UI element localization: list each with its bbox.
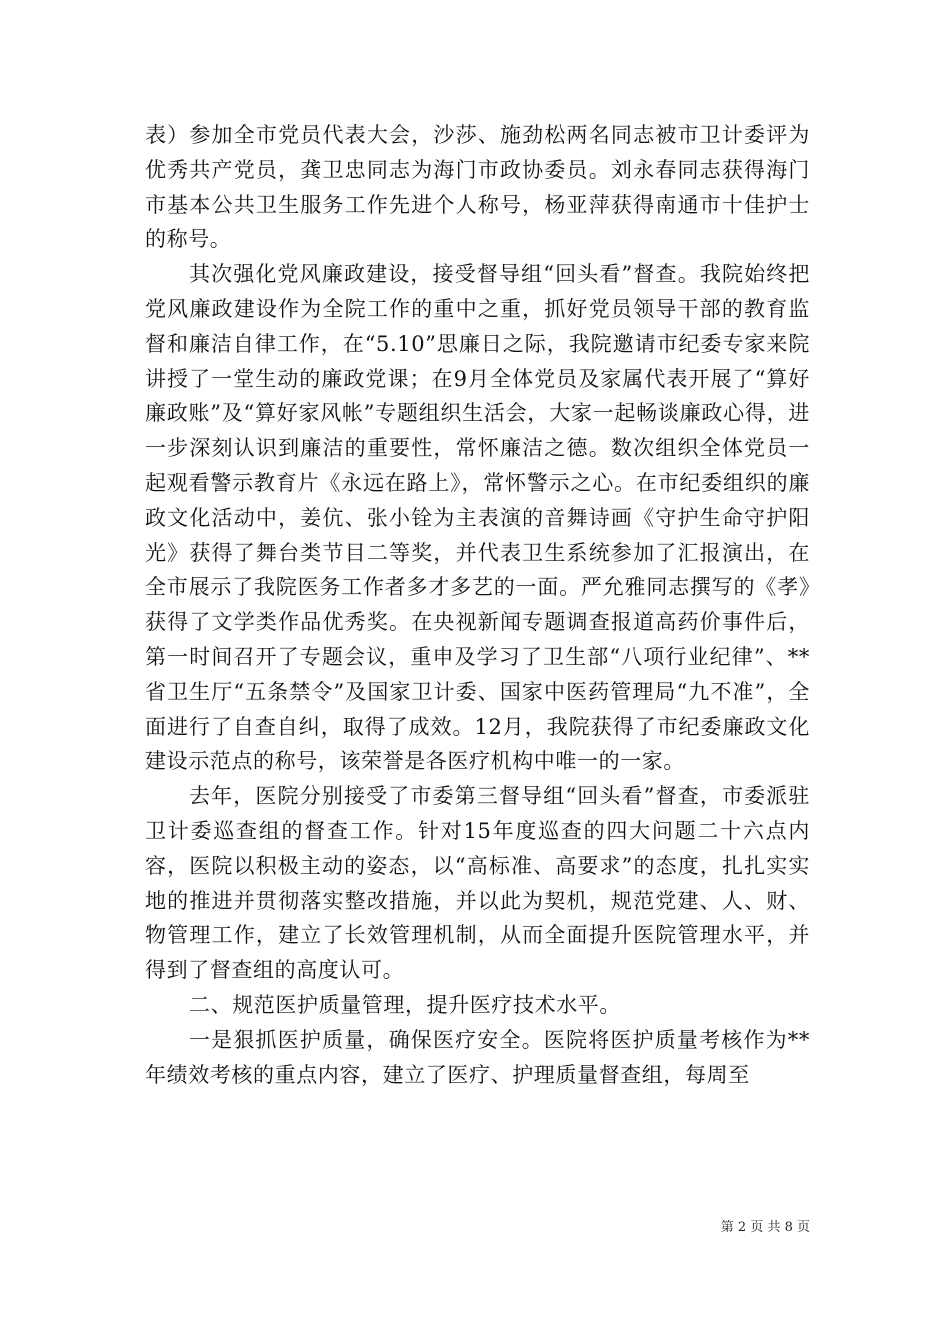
- document-body: [145, 118, 810, 1092]
- paragraph-2: 其次强化党风廉政建设，接受督导组“回头看”督查。我院始终把党风廉政建设作为全院工作的重中之重，抓好党员领导干部的教育监督和廉洁自律工作，在“5.10”思廉日之际，我院邀请市纪委专家来院讲授了一堂生动的廉政党课；在9月全体党员及家属代表开展了“算好廉政账”及“算好家风帐”专题组织生活会，大家一起畅谈廉政心得，进一步深刻认识到廉洁的重要性，常怀廉洁之德。数次组织全体党员一起观看警示教育片《永远在路上》，常怀警示之心。在市纪委组织的廉政文化活动中，姜伉、张小铨为主表演的音舞诗画《守护生命守护阳光》获得了舞台类节目二等奖，并代表卫生系统参加了汇报演出，在全市展示了我院医务工作者多才多艺的一面。严允雅同志撰写的《孝》获得了文学类作品优秀奖。在央视新闻专题调查报道高药价事件后，第一时间召开了专题会议，重申及学习了卫生部“八项行业纪律”、**省卫生厅“五条禁令”及国家卫计委、国家中医药管理局“九不准”，全面进行了自查自纠，取得了成效。12月，我院获得了市纪委廉政文化建设示范点的称号，该荣誉是各医疗机构中唯一的一家。: [145, 262, 810, 774]
- paragraph-3: 去年，医院分别接受了市委第三督导组“回头看”督查，市委派驻卫计委巡查组的督查工作。针对15年度巡查的四大问题二十六点内容，医院以积极主动的姿态，以“高标准、高要求”的态度，扎扎实实地的推进并贯彻落实整改措施，并以此为契机，规范党建、人、财、物管理工作，建立了长效管理机制，从而全面提升医院管理水平，并得到了督查组的高度认可。: [145, 784, 810, 983]
- paragraph-1: 表）参加全市党员代表大会，沙莎、施劲松两名同志被市卫计委评为优秀共产党员，龚卫忠同志为海门市政协委员。刘永春同志获得海门市基本公共卫生服务工作先进个人称号，杨亚萍获得南通市十佳护士的称号。: [145, 123, 810, 252]
- paragraph-5: 一是狠抓医护质量，确保医疗安全。医院将医护质量考核作为**年绩效考核的重点内容，建立了医疗、护理质量督查组，每周至: [145, 1027, 810, 1087]
- section-heading: 二、规范医护质量管理，提升医疗技术水平。: [189, 992, 621, 1017]
- page-number: 第 2 页 共 8 页: [720, 1220, 810, 1235]
